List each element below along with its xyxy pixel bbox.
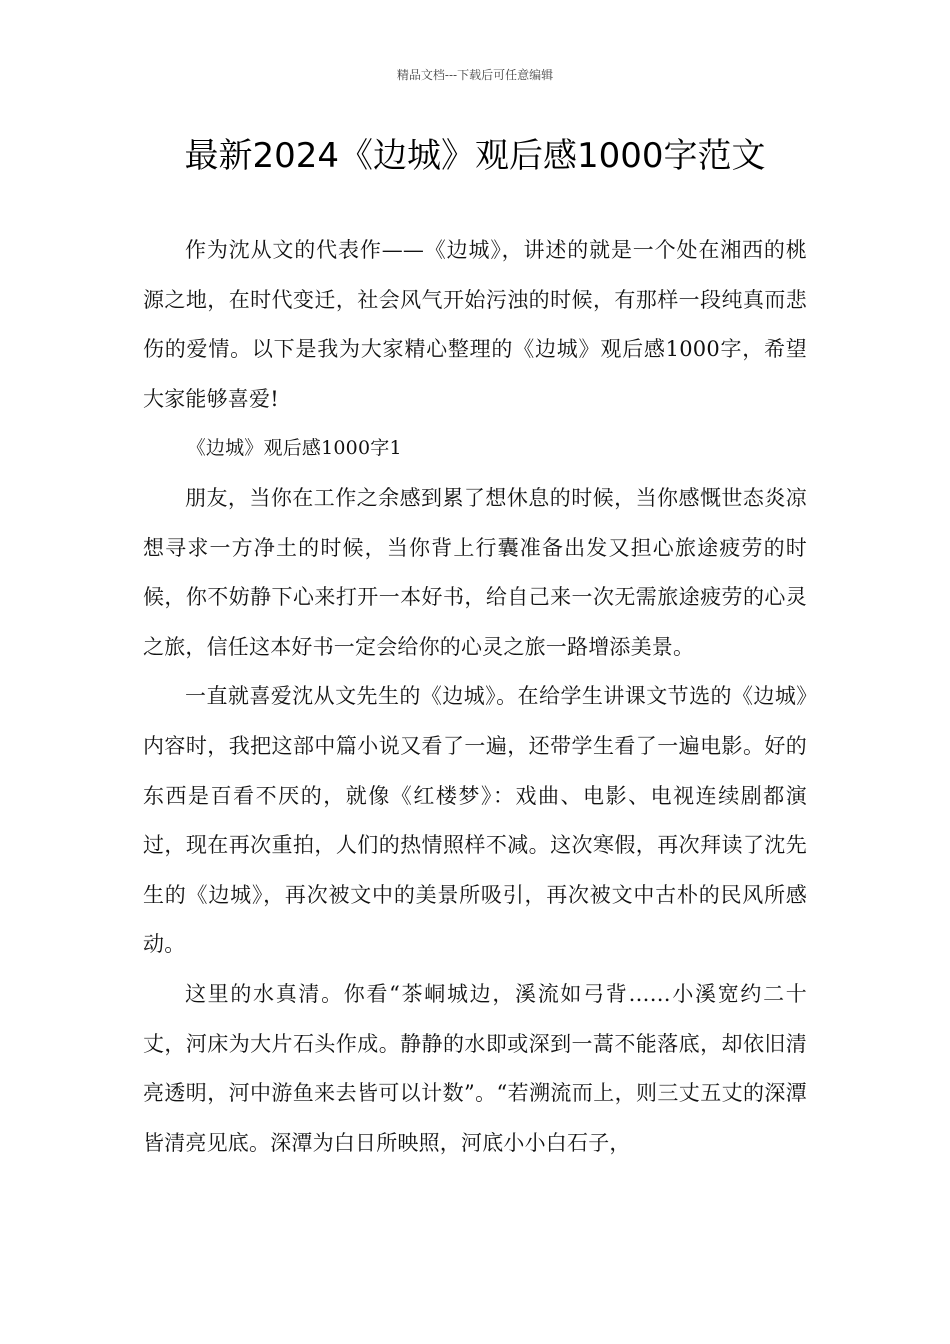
paragraph-body: 这里的水真清。你看“茶峒城边，溪流如弓背……小溪宽约二十丈，河床为大片石头作成。静静的水即或深到一蒿不能落底，却依旧清亮透明，河中游鱼来去皆可以计数”。“若溯流而上，则三丈五丈的深潭皆清亮见底。深潭为白日所映照，河底小小白石子， [143,981,807,1155]
paragraph-body: 一直就喜爱沈从文先生的《边城》。在给学生讲课文节选的《边城》内容时，我把这部中篇小说又看了一遍，还带学生看了一遍电影。好的东西是百看不厌的，就像《红楼梦》：戏曲、电影、电视连续剧都演过，现在再次重拍，人们的热情照样不减。这次寒假，再次拜读了沈先生的《边城》，再次被文中的美景所吸引，再次被文中古朴的民风所感动。 [143,684,807,957]
section-heading: 《边城》观后感1000字1 [186,437,402,460]
paragraph-intro: 作为沈从文的代表作——《边城》，讲述的就是一个处在湘西的桃源之地，在时代变迁，社会风气开始污浊的时候，有那样一段纯真而悲伤的爱情。以下是我为大家精心整理的《边城》观后感1000字，希望大家能够喜爱! [143,238,807,411]
page-header: 精品文档---下载后可任意编辑 [396,68,554,82]
document-title: 最新2024《边城》观后感1000字范文 [184,136,766,176]
document-body [143,226,807,1168]
paragraph-body: 朋友，当你在工作之余感到累了想休息的时候，当你感慨世态炎凉想寻求一方净土的时候，当你背上行囊准备出发又担心旅途疲劳的时候，你不妨静下心来打开一本好书，给自己来一次无需旅途疲劳的心灵之旅，信任这本好书一定会给你的心灵之旅一路增添美景。 [143,485,807,659]
